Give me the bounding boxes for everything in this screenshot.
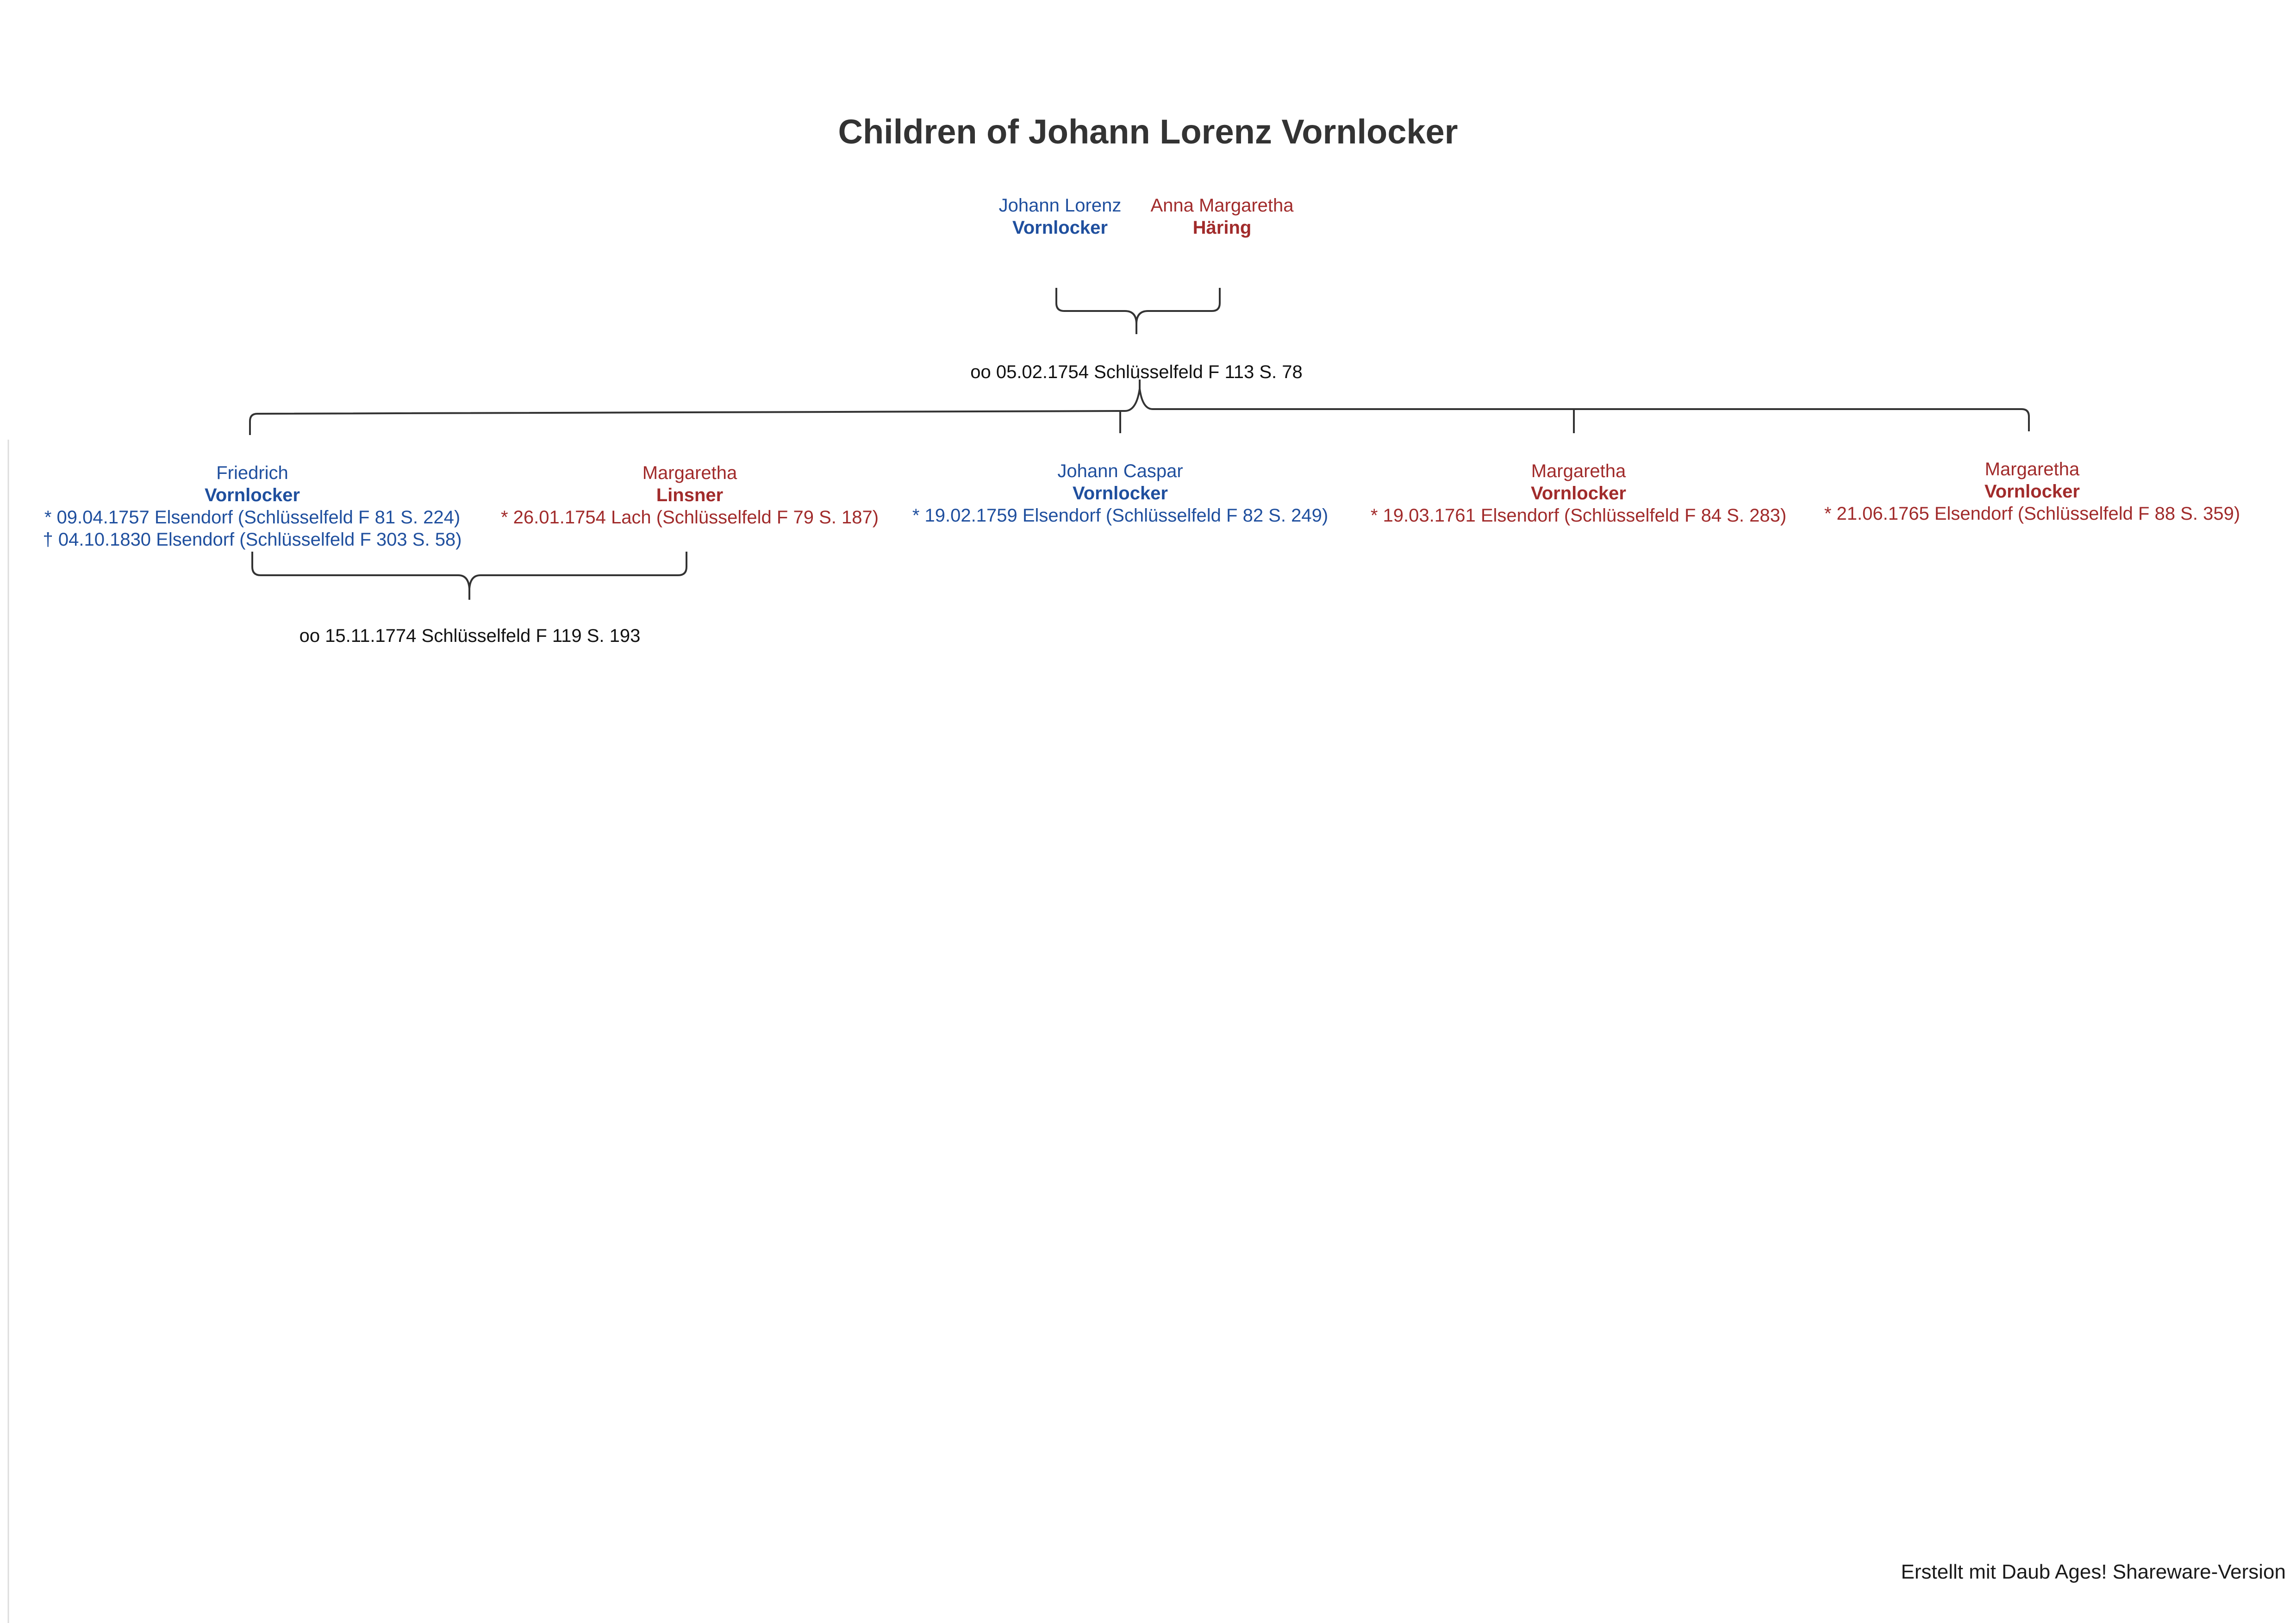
person-surname: Vornlocker (1531, 483, 1626, 504)
person-surname: Vornlocker (1984, 481, 2080, 502)
person-surname: Linsner (656, 485, 724, 505)
person-given-name: Margaretha (1531, 461, 1626, 481)
person-given-name: Margaretha (642, 463, 737, 483)
person-surname: Häring (1192, 218, 1252, 238)
person-birth: * 21.06.1765 Elsendorf (Schlüsselfeld F 88 S. 359) (1824, 504, 2240, 524)
child-marriage-label: oo 15.11.1774 Schlüsselfeld F 119 S. 193 (299, 626, 641, 646)
person-birth: * 19.02.1759 Elsendorf (Schlüsselfeld F 82 S. 249) (912, 505, 1329, 526)
page-title: Children of Johann Lorenz Vornlocker (838, 112, 1458, 151)
person-birth: * 19.03.1761 Elsendorf (Schlüsselfeld F 84 S. 283) (1370, 505, 1787, 526)
person-surname: Vornlocker (1073, 483, 1168, 504)
person-given-name: Margaretha (1984, 459, 2080, 479)
person-birth: * 09.04.1757 Elsendorf (Schlüsselfeld F 81 S. 224) (44, 507, 461, 528)
children-bracket (250, 389, 2029, 435)
footer-credit: Erstellt mit Daub Ages! Shareware-Version (1901, 1561, 2286, 1583)
person-given-name: Friedrich (216, 463, 288, 483)
person-given-name: Anna Margaretha (1150, 195, 1294, 216)
person-given-name: Johann Lorenz (998, 195, 1122, 216)
person-given-name: Johann Caspar (1057, 461, 1183, 481)
person-surname: Vornlocker (1012, 218, 1108, 238)
parents-couple-bracket (1056, 288, 1220, 324)
person-birth: * 26.01.1754 Lach (Schlüsselfeld F 79 S. 187) (500, 507, 879, 528)
person-death: † 04.10.1830 Elsendorf (Schlüsselfeld F 303 S. 58) (43, 529, 462, 550)
person-surname: Vornlocker (205, 485, 300, 505)
child-couple-bracket (252, 552, 686, 589)
parents-marriage-label: oo 05.02.1754 Schlüsselfeld F 113 S. 78 (970, 362, 1303, 382)
